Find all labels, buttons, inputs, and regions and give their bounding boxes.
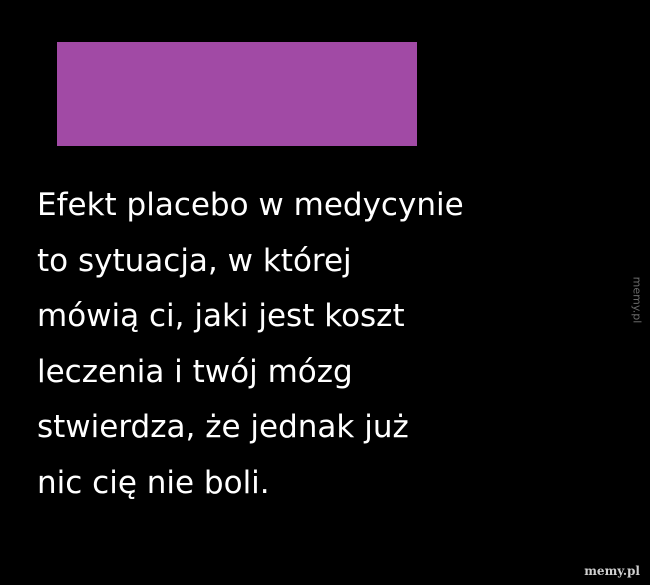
meme-text-line-1: Efekt placebo w medycynie	[37, 187, 464, 223]
purple-banner	[57, 42, 417, 146]
meme-text-line-2: to sytuacja, w której	[37, 242, 352, 279]
meme-text-line-4: leczenia i twój mózg	[37, 353, 353, 390]
meme-text-line-5: stwierdza, że jednak już	[37, 409, 409, 445]
side-watermark: memy.pl	[630, 276, 644, 324]
meme-text-line-3: mówią ci, jaki jest koszt	[37, 298, 405, 334]
corner-watermark-logo[interactable]: memy.pl	[584, 564, 640, 578]
meme-text-line-6: nic cię nie boli.	[37, 464, 270, 501]
meme-text	[37, 178, 597, 511]
